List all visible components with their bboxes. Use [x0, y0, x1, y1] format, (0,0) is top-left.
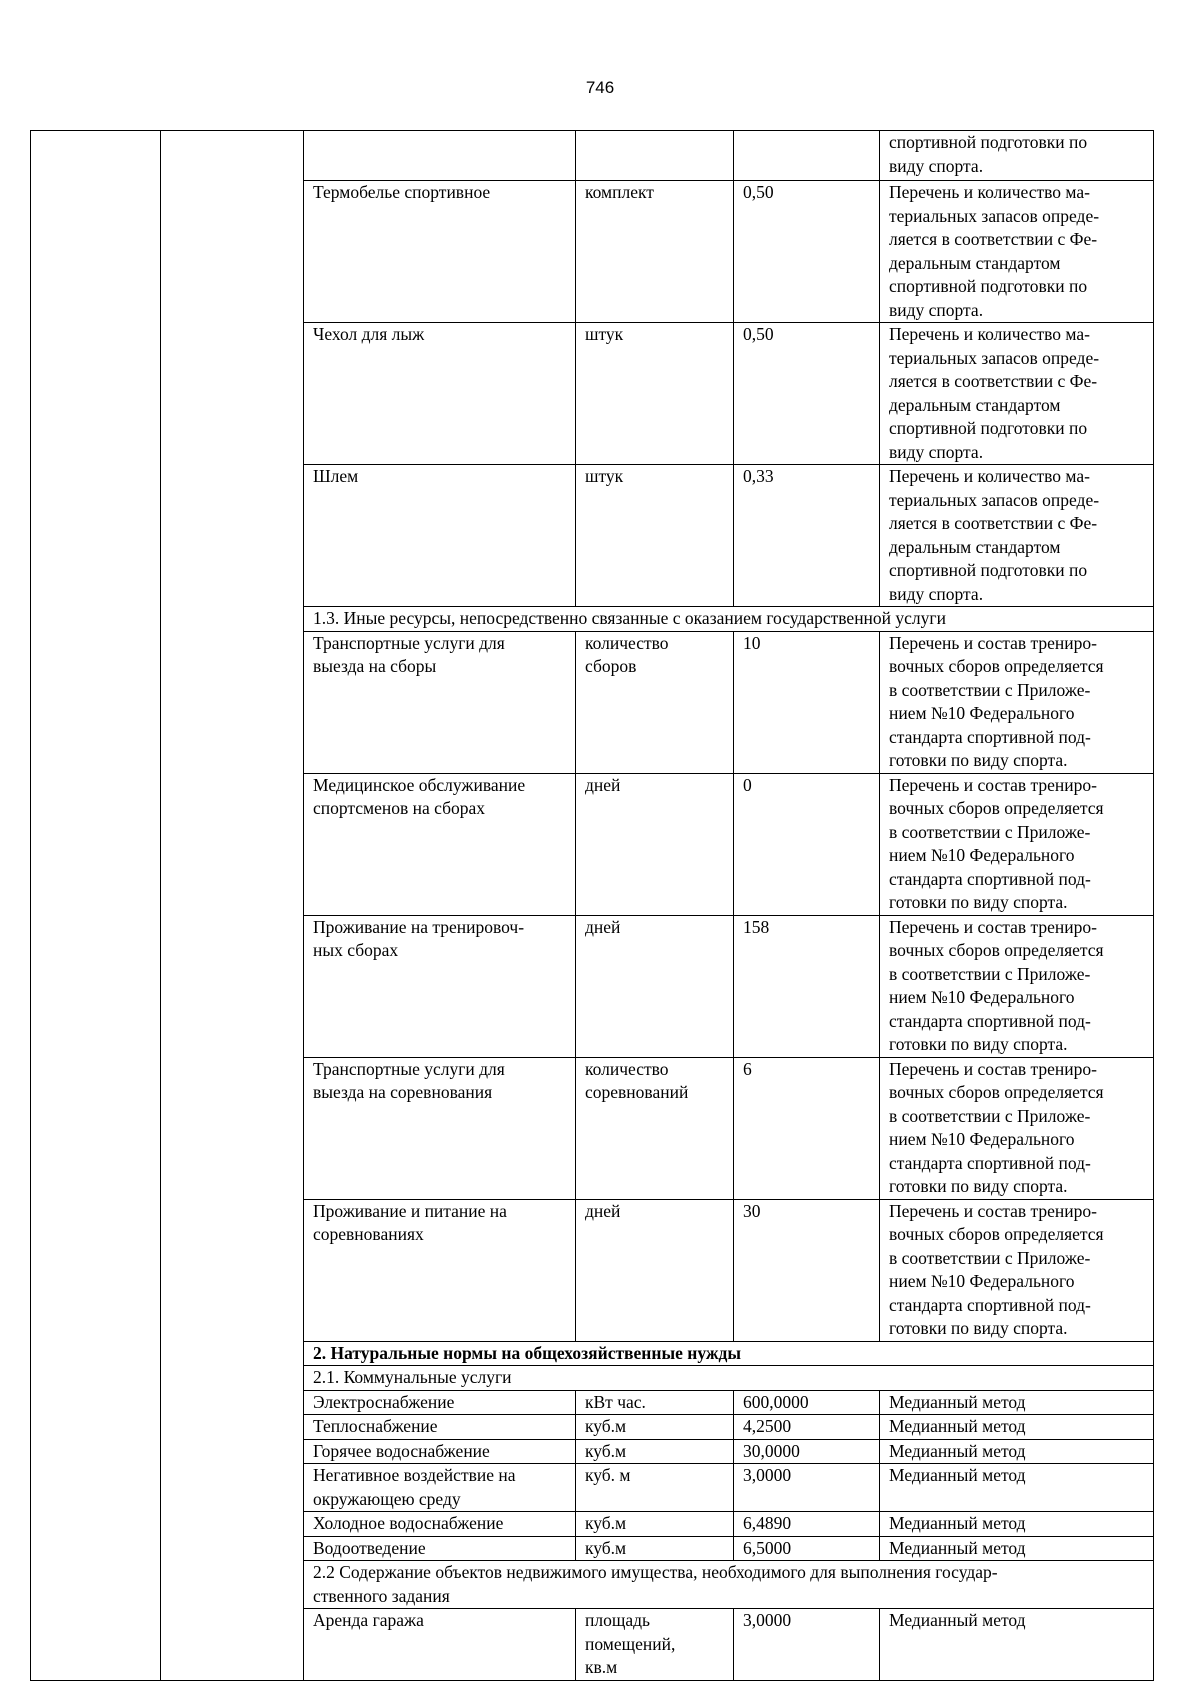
unit: площадь помещений, кв.м [576, 1609, 734, 1681]
section-title: 2.2 Содержание объектов недвижимого имущества, необходимого для выполнения государ- ственного задания [304, 1561, 1154, 1609]
unit: кВт час. [576, 1390, 734, 1415]
unit: штук [576, 323, 734, 465]
note: Перечень и состав трениро- вочных сборов определяется в соответствии с Приложе- нием №10 Федерального стандарта спортивной под- готовки по виду спорта. [880, 1057, 1154, 1199]
page-number: 746 [585, 78, 615, 97]
norm-value: 3,0000 [734, 1609, 880, 1681]
norm-value: 30 [734, 1199, 880, 1341]
norm-value: 0,50 [734, 323, 880, 465]
norm-value: 4,2500 [734, 1415, 880, 1440]
section-title: 2.1. Коммунальные услуги [304, 1366, 1154, 1391]
note: Медианный метод [880, 1439, 1154, 1464]
resource-name: Электроснабжение [304, 1390, 576, 1415]
resource-name: Проживание на тренировоч- ных сборах [304, 915, 576, 1057]
norms-table [30, 130, 1154, 1681]
unit: дней [576, 773, 734, 915]
note: Перечень и количество ма- териальных запасов опреде- ляется в соответствии с Фе- деральным стандартом спортивной подготовки по виду спорта. [880, 181, 1154, 323]
resource-name: Холодное водоснабжение [304, 1512, 576, 1537]
unit: дней [576, 1199, 734, 1341]
resource-name: Аренда гаража [304, 1609, 576, 1681]
unit: дней [576, 915, 734, 1057]
note: Медианный метод [880, 1464, 1154, 1512]
unit: куб. м [576, 1464, 734, 1512]
unit [576, 131, 734, 181]
unit: куб.м [576, 1536, 734, 1561]
outer-column-2 [161, 131, 304, 1681]
unit: штук [576, 465, 734, 607]
table-row [31, 131, 1154, 181]
norm-value: 600,0000 [734, 1390, 880, 1415]
resource-name: Проживание и питание на соревнованиях [304, 1199, 576, 1341]
outer-column-1 [31, 131, 161, 1681]
norm-value: 0,50 [734, 181, 880, 323]
norm-value: 10 [734, 631, 880, 773]
norm-value: 30,0000 [734, 1439, 880, 1464]
unit: комплект [576, 181, 734, 323]
resource-name: Теплоснабжение [304, 1415, 576, 1440]
norm-value [734, 131, 880, 181]
note: Перечень и количество ма- териальных запасов опреде- ляется в соответствии с Фе- деральным стандартом спортивной подготовки по виду спорта. [880, 323, 1154, 465]
norm-value: 158 [734, 915, 880, 1057]
unit: куб.м [576, 1415, 734, 1440]
norm-value: 6 [734, 1057, 880, 1199]
resource-name [304, 131, 576, 181]
note: Медианный метод [880, 1536, 1154, 1561]
norm-value: 0 [734, 773, 880, 915]
note: Медианный метод [880, 1415, 1154, 1440]
norm-value: 6,4890 [734, 1512, 880, 1537]
unit: количество сборов [576, 631, 734, 773]
note: Медианный метод [880, 1390, 1154, 1415]
note: Перечень и состав трениро- вочных сборов определяется в соответствии с Приложе- нием №10 Федерального стандарта спортивной под- готовки по виду спорта. [880, 631, 1154, 773]
norm-value: 3,0000 [734, 1464, 880, 1512]
note: спортивной подготовки по виду спорта. [880, 131, 1154, 181]
resource-name: Горячее водоснабжение [304, 1439, 576, 1464]
note: Перечень и количество ма- териальных запасов опреде- ляется в соответствии с Фе- деральным стандартом спортивной подготовки по виду спорта. [880, 465, 1154, 607]
resource-name: Медицинское обслуживание спортсменов на сборах [304, 773, 576, 915]
unit: куб.м [576, 1439, 734, 1464]
resource-name: Транспортные услуги для выезда на соревнования [304, 1057, 576, 1199]
resource-name: Шлем [304, 465, 576, 607]
note: Перечень и состав трениро- вочных сборов определяется в соответствии с Приложе- нием №10 Федерального стандарта спортивной под- готовки по виду спорта. [880, 1199, 1154, 1341]
resource-name: Негативное воздействие на окружающею среду [304, 1464, 576, 1512]
note: Перечень и состав трениро- вочных сборов определяется в соответствии с Приложе- нием №10 Федерального стандарта спортивной под- готовки по виду спорта. [880, 915, 1154, 1057]
section-title: 1.3. Иные ресурсы, непосредственно связанные с оказанием государственной услуги [304, 607, 1154, 632]
norm-value: 0,33 [734, 465, 880, 607]
norm-value: 6,5000 [734, 1536, 880, 1561]
resource-name: Чехол для лыж [304, 323, 576, 465]
unit: количество соревнований [576, 1057, 734, 1199]
note: Медианный метод [880, 1512, 1154, 1537]
resource-name: Термобелье спортивное [304, 181, 576, 323]
note: Перечень и состав трениро- вочных сборов определяется в соответствии с Приложе- нием №10 Федерального стандарта спортивной под- готовки по виду спорта. [880, 773, 1154, 915]
note: Медианный метод [880, 1609, 1154, 1681]
resource-name: Транспортные услуги для выезда на сборы [304, 631, 576, 773]
section-title: 2. Натуральные нормы на общехозяйственные нужды [304, 1341, 1154, 1366]
resource-name: Водоотведение [304, 1536, 576, 1561]
unit: куб.м [576, 1512, 734, 1537]
